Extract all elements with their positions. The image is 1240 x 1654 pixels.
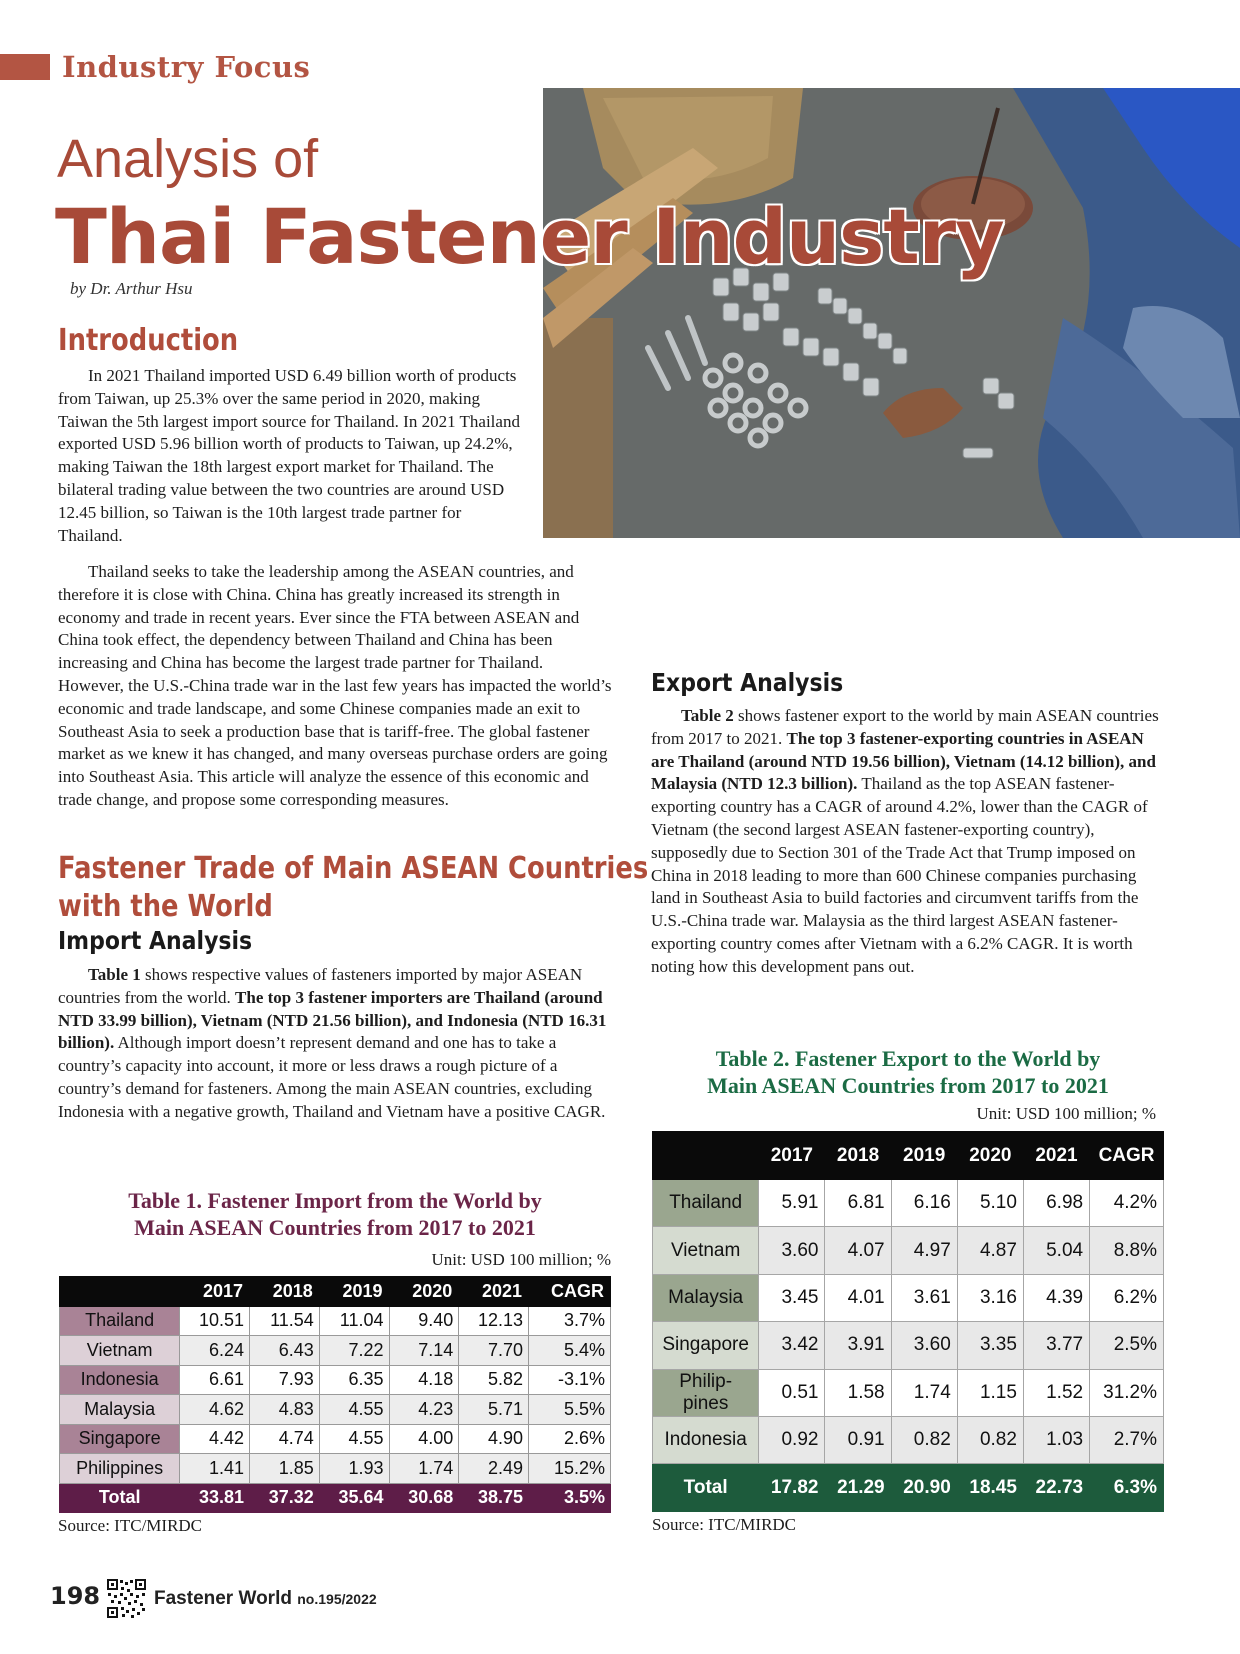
value-cell: 5.4% xyxy=(528,1336,610,1366)
value-cell: 2.49 xyxy=(459,1454,529,1484)
value-cell: 4.42 xyxy=(180,1424,250,1454)
table2-unit: Unit: USD 100 million; % xyxy=(976,1104,1156,1123)
article-title-line1: Analysis of xyxy=(57,129,319,189)
value-cell: 5.91 xyxy=(759,1180,825,1227)
value-cell: 15.2% xyxy=(528,1454,610,1484)
export-text-2: Thailand as the top ASEAN fastener-exporting country has a CAGR of around 4.2%, lower than the CAGR of Vietnam (the second largest ASEAN fastener-exporting country), supposedly due to Section 301 of the Trade Act that Trump imposed on China in 2018 leading to more than 600 Chinese companies purchasing land in Southeast Asia to build factories and circumvent tariffs from the U.S.-China trade war. Malaysia as the third largest ASEAN fastener-exporting country comes after Vietnam with a 6.2% CAGR. It is worth noting how this development pans out. xyxy=(651,774,1148,976)
column-header: 2020 xyxy=(389,1277,459,1307)
value-cell: 0.82 xyxy=(957,1416,1023,1463)
intro-paragraph-2: Thailand seeks to take the leadership among the ASEAN countries, and therefore it is close with China. China has greatly increased its strength in economy and trade in recent years. Ever since the FTA between ASEAN and China took effect, the dependency between Thailand and China has been increasing and China has become the largest trade partner for Thailand. However, the U.S.-China trade war in the last few years has impacted the world’s economic and trade landscape, and some Chinese companies made an exit to Southeast Asia to seek a production base that is tariff-free. The global fastener market as we knew it has changed, and many overseas purchase orders are going into Southeast Asia. This article will analyze the essence of this economic and trade change, and propose some corresponding measures. xyxy=(58,562,612,809)
value-cell: 1.58 xyxy=(825,1369,891,1416)
table1-fastener-import xyxy=(59,1276,611,1513)
value-cell: 11.04 xyxy=(319,1306,389,1336)
value-cell: 7.93 xyxy=(250,1365,320,1395)
import-table-ref: Table 1 xyxy=(88,965,141,984)
value-cell: 4.18 xyxy=(389,1365,459,1395)
column-header: 2021 xyxy=(459,1277,529,1307)
column-header: 2019 xyxy=(891,1132,957,1180)
table1-caption-line1: Table 1. Fastener Import from the World by xyxy=(128,1188,542,1213)
table1-caption-line2: Main ASEAN Countries from 2017 to 2021 xyxy=(134,1215,536,1240)
intro-paragraph-1: In 2021 Thailand imported USD 6.49 billion worth of products from Taiwan, up 25.3% over the same period in 2020, making Taiwan the 5th largest import source for Thailand. In 2021 Thailand exported USD 5.96 billion worth of products to Taiwan, up 24.2%, making Taiwan the 18th largest export market for Thailand. The bilateral trading value between the two countries are around USD 12.45 billion, so Taiwan is the 10th largest trade partner for Thailand. xyxy=(58,366,520,545)
total-value-cell: 38.75 xyxy=(459,1483,529,1513)
value-cell: 2.7% xyxy=(1090,1416,1164,1463)
column-header: 2017 xyxy=(759,1132,825,1180)
heading-import-analysis: Import Analysis xyxy=(58,926,253,955)
table-row xyxy=(60,1306,611,1336)
table-row xyxy=(60,1424,611,1454)
section-label: Industry Focus xyxy=(62,50,311,84)
value-cell: 5.10 xyxy=(957,1180,1023,1227)
import-paragraph xyxy=(58,964,613,1124)
value-cell: 1.93 xyxy=(319,1454,389,1484)
heading-fastener-trade-line2: with the World xyxy=(58,889,273,924)
value-cell: 5.71 xyxy=(459,1395,529,1425)
country-cell: Vietnam xyxy=(653,1227,759,1274)
value-cell: 10.51 xyxy=(180,1306,250,1336)
table-total-row xyxy=(653,1464,1164,1511)
total-value-cell: 33.81 xyxy=(180,1483,250,1513)
magazine-name xyxy=(154,1588,377,1610)
column-header: 2018 xyxy=(250,1277,320,1307)
column-header: 2018 xyxy=(825,1132,891,1180)
country-cell: Singapore xyxy=(653,1322,759,1369)
value-cell: 4.07 xyxy=(825,1227,891,1274)
value-cell: 1.15 xyxy=(957,1369,1023,1416)
import-text-1: shows respective values of fasteners imported by major ASEAN countries from the world. xyxy=(58,965,583,1007)
value-cell: 3.7% xyxy=(528,1306,610,1336)
heading-fastener-trade-line1: Fastener Trade of Main ASEAN Countries xyxy=(58,851,649,886)
table-row xyxy=(653,1180,1164,1227)
value-cell: 3.60 xyxy=(891,1322,957,1369)
country-cell: Indonesia xyxy=(60,1365,180,1395)
column-header: CAGR xyxy=(528,1277,610,1307)
country-cell: Singapore xyxy=(60,1424,180,1454)
value-cell: 12.13 xyxy=(459,1306,529,1336)
value-cell: 4.90 xyxy=(459,1424,529,1454)
import-top3-bold: The top 3 fastener importers are Thailand (around NTD 33.99 billion), Vietnam (NTD 21.56 billion), and Indonesia (NTD 16.31 billion). xyxy=(58,987,607,1053)
table2-source: Source: ITC/MIRDC xyxy=(652,1515,797,1534)
total-value-cell: 6.3% xyxy=(1090,1464,1164,1511)
value-cell: 2.5% xyxy=(1090,1322,1164,1369)
table-row xyxy=(653,1416,1164,1463)
table-row xyxy=(653,1369,1164,1416)
total-value-cell: 22.73 xyxy=(1023,1464,1089,1511)
total-value-cell: 21.29 xyxy=(825,1464,891,1511)
total-value-cell: 30.68 xyxy=(389,1483,459,1513)
value-cell: 4.87 xyxy=(957,1227,1023,1274)
column-header: 2021 xyxy=(1023,1132,1089,1180)
table1-caption xyxy=(59,1187,611,1241)
country-cell: Indonesia xyxy=(653,1416,759,1463)
value-cell: 4.74 xyxy=(250,1424,320,1454)
export-text-1: shows fastener export to the world by main ASEAN countries from 2017 to 2021. xyxy=(651,706,1159,748)
value-cell: 4.55 xyxy=(319,1424,389,1454)
value-cell: 1.74 xyxy=(891,1369,957,1416)
value-cell: 1.41 xyxy=(180,1454,250,1484)
value-cell: 3.61 xyxy=(891,1274,957,1321)
total-value-cell: 37.32 xyxy=(250,1483,320,1513)
value-cell: 4.23 xyxy=(389,1395,459,1425)
country-cell: Thailand xyxy=(653,1180,759,1227)
country-cell: Malaysia xyxy=(653,1274,759,1321)
page-number: 198 xyxy=(50,1582,101,1610)
column-header: 2019 xyxy=(319,1277,389,1307)
country-cell: Thailand xyxy=(60,1306,180,1336)
table1-unit: Unit: USD 100 million; % xyxy=(431,1250,611,1269)
value-cell: 0.91 xyxy=(825,1416,891,1463)
total-value-cell: 17.82 xyxy=(759,1464,825,1511)
table-row xyxy=(60,1395,611,1425)
value-cell: 5.04 xyxy=(1023,1227,1089,1274)
table-row xyxy=(653,1274,1164,1321)
country-cell: Philip- pines xyxy=(653,1369,759,1416)
value-cell: 6.43 xyxy=(250,1336,320,1366)
value-cell: 6.24 xyxy=(180,1336,250,1366)
magazine-title: Fastener World xyxy=(154,1588,292,1609)
value-cell: 5.82 xyxy=(459,1365,529,1395)
total-label-cell: Total xyxy=(653,1464,759,1511)
table-row xyxy=(653,1227,1164,1274)
total-value-cell: 35.64 xyxy=(319,1483,389,1513)
section-color-bar xyxy=(0,54,50,80)
table2-fastener-export xyxy=(652,1131,1164,1512)
country-cell: Malaysia xyxy=(60,1395,180,1425)
value-cell: 31.2% xyxy=(1090,1369,1164,1416)
byline: by Dr. Arthur Hsu xyxy=(70,279,193,298)
column-header: 2020 xyxy=(957,1132,1023,1180)
total-value-cell: 20.90 xyxy=(891,1464,957,1511)
value-cell: 3.60 xyxy=(759,1227,825,1274)
value-cell: 6.61 xyxy=(180,1365,250,1395)
value-cell: 3.42 xyxy=(759,1322,825,1369)
value-cell: 3.45 xyxy=(759,1274,825,1321)
value-cell: 3.35 xyxy=(957,1322,1023,1369)
import-text-2: Although import doesn’t represent demand and one has to take a country’s capacity into account, it more or less draws a rough picture of a country’s demand for fasteners. Among the main ASEAN countries, excluding Indonesia with a negative growth, Thailand and Vietnam have a positive CAGR. xyxy=(58,1033,606,1121)
value-cell: 0.92 xyxy=(759,1416,825,1463)
export-table-ref: Table 2 xyxy=(681,706,734,725)
export-paragraph xyxy=(651,705,1161,979)
value-cell: 1.52 xyxy=(1023,1369,1089,1416)
value-cell: 1.74 xyxy=(389,1454,459,1484)
value-cell: 11.54 xyxy=(250,1306,320,1336)
value-cell: 6.81 xyxy=(825,1180,891,1227)
heading-introduction: Introduction xyxy=(58,323,239,358)
total-label-cell: Total xyxy=(60,1483,180,1513)
table-header-row xyxy=(60,1277,611,1307)
value-cell: 6.35 xyxy=(319,1365,389,1395)
heading-export-analysis: Export Analysis xyxy=(651,668,844,697)
table2-caption-line2: Main ASEAN Countries from 2017 to 2021 xyxy=(707,1073,1109,1098)
qr-code-icon xyxy=(106,1578,147,1619)
value-cell: 0.82 xyxy=(891,1416,957,1463)
value-cell: 7.14 xyxy=(389,1336,459,1366)
value-cell: 1.85 xyxy=(250,1454,320,1484)
table2-caption xyxy=(652,1045,1164,1099)
value-cell: 1.03 xyxy=(1023,1416,1089,1463)
value-cell: 0.51 xyxy=(759,1369,825,1416)
column-header: CAGR xyxy=(1090,1132,1164,1180)
value-cell: 9.40 xyxy=(389,1306,459,1336)
table-row xyxy=(60,1365,611,1395)
value-cell: 4.01 xyxy=(825,1274,891,1321)
value-cell: 6.2% xyxy=(1090,1274,1164,1321)
value-cell: 4.39 xyxy=(1023,1274,1089,1321)
value-cell: 4.62 xyxy=(180,1395,250,1425)
value-cell: 3.16 xyxy=(957,1274,1023,1321)
value-cell: 4.00 xyxy=(389,1424,459,1454)
value-cell: 4.2% xyxy=(1090,1180,1164,1227)
value-cell: 3.77 xyxy=(1023,1322,1089,1369)
table2-caption-line1: Table 2. Fastener Export to the World by xyxy=(715,1046,1101,1071)
column-header: 2017 xyxy=(180,1277,250,1307)
value-cell: 7.70 xyxy=(459,1336,529,1366)
table-header-row xyxy=(653,1132,1164,1180)
country-cell: Vietnam xyxy=(60,1336,180,1366)
magazine-issue: no.195/2022 xyxy=(297,1591,377,1607)
value-cell: 4.97 xyxy=(891,1227,957,1274)
export-top3-bold: The top 3 fastener-exporting countries in ASEAN are Thailand (around NTD 19.56 billion), Vietnam (14.12 billion), and Malaysia (NTD 12.3 billion). xyxy=(651,728,1156,794)
value-cell: 7.22 xyxy=(319,1336,389,1366)
header-corner xyxy=(653,1132,759,1180)
value-cell: 6.16 xyxy=(891,1180,957,1227)
value-cell: 4.83 xyxy=(250,1395,320,1425)
total-value-cell: 18.45 xyxy=(957,1464,1023,1511)
total-value-cell: 3.5% xyxy=(528,1483,610,1513)
value-cell: 2.6% xyxy=(528,1424,610,1454)
header-corner xyxy=(60,1277,180,1307)
table-row xyxy=(60,1336,611,1366)
value-cell: 3.91 xyxy=(825,1322,891,1369)
table-total-row xyxy=(60,1483,611,1513)
value-cell: -3.1% xyxy=(528,1365,610,1395)
hero-photo xyxy=(543,88,1240,538)
value-cell: 5.5% xyxy=(528,1395,610,1425)
table1-source: Source: ITC/MIRDC xyxy=(58,1516,203,1535)
country-cell: Philippines xyxy=(60,1454,180,1484)
table-row xyxy=(653,1322,1164,1369)
table-row xyxy=(60,1454,611,1484)
value-cell: 6.98 xyxy=(1023,1180,1089,1227)
article-title-line2: Thai Fastener Industry xyxy=(55,192,1004,281)
value-cell: 8.8% xyxy=(1090,1227,1164,1274)
value-cell: 4.55 xyxy=(319,1395,389,1425)
